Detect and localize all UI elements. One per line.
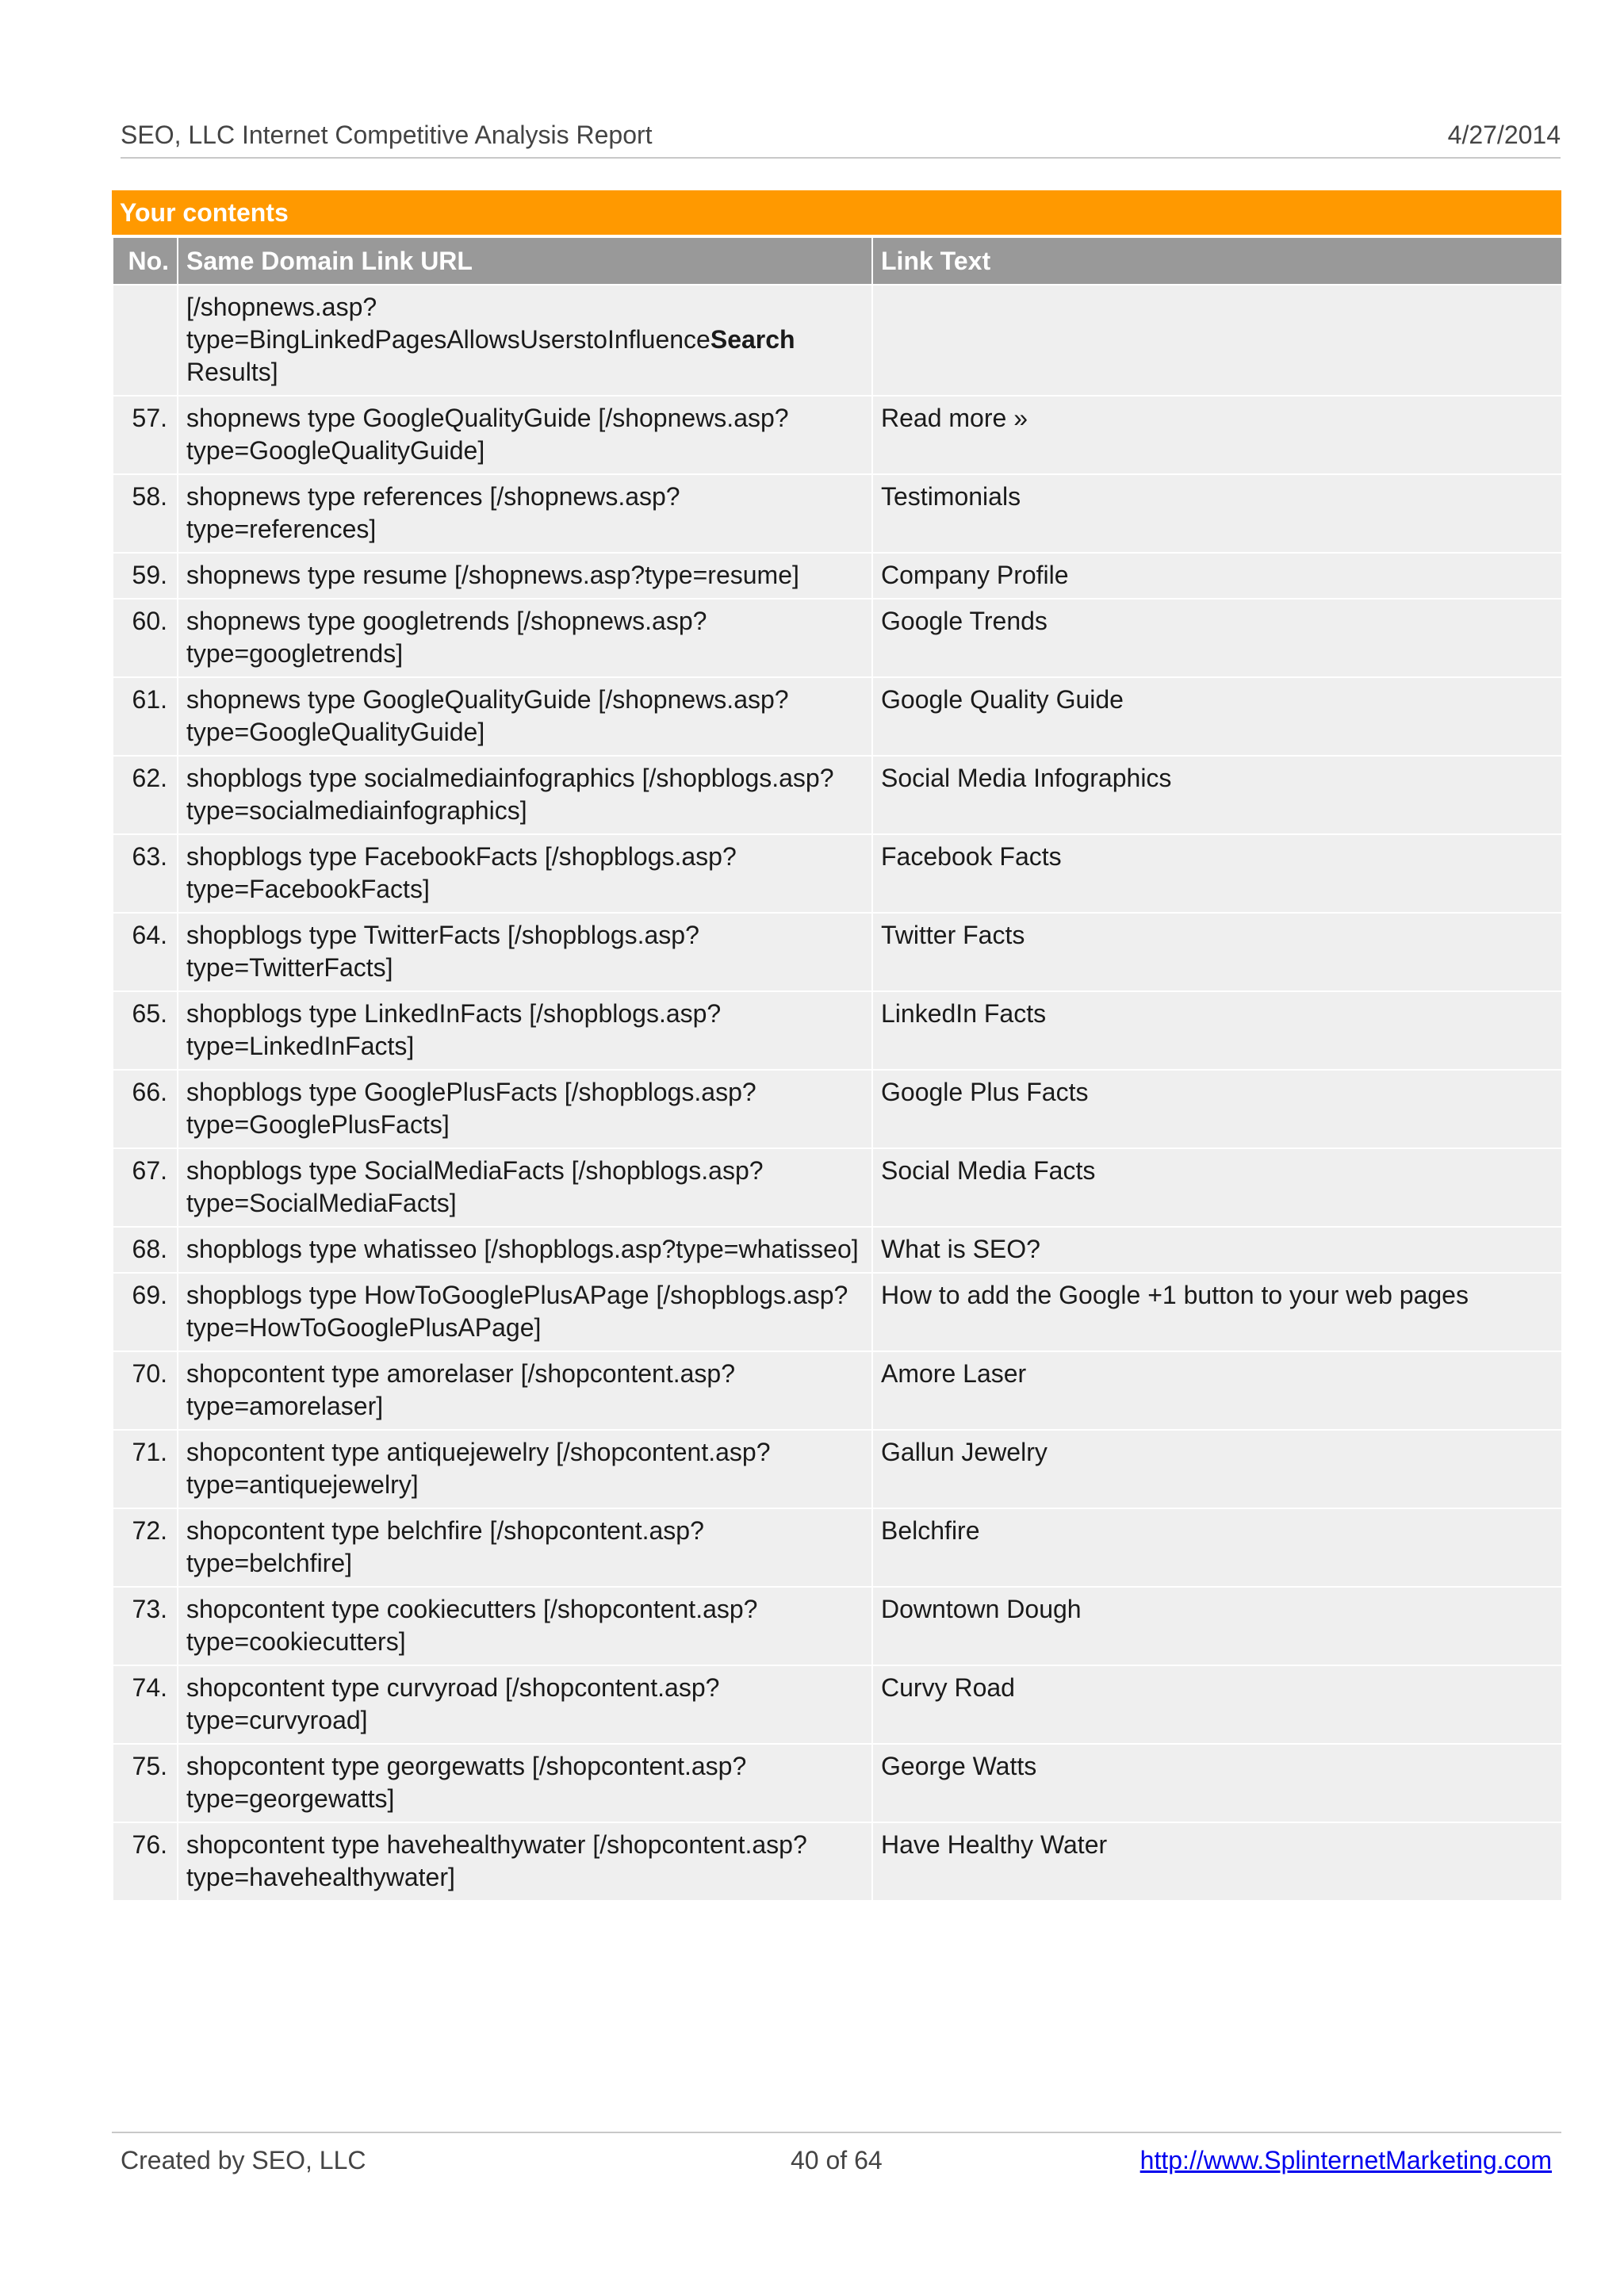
- column-header-link-text: Link Text: [872, 237, 1562, 285]
- table-header-row: [113, 237, 1562, 285]
- row-url-bold: Search: [710, 325, 795, 354]
- row-link-text: How to add the Google +1 button to your web pages: [872, 1273, 1562, 1351]
- row-link-text: Curvy Road: [872, 1665, 1562, 1744]
- row-link-text: Google Quality Guide: [872, 677, 1562, 756]
- row-number: 74.: [113, 1665, 178, 1744]
- row-number: 58.: [113, 474, 178, 553]
- row-url: shopcontent type antiquejewelry [/shopcontent.asp?type=antiquejewelry]: [178, 1430, 872, 1508]
- table-row: [113, 1508, 1562, 1587]
- table-row: [113, 599, 1562, 677]
- table-row: [113, 1744, 1562, 1822]
- table-row: [113, 1148, 1562, 1227]
- row-link-text: Downtown Dough: [872, 1587, 1562, 1665]
- row-url-part: Results]: [186, 358, 278, 386]
- row-link-text: Twitter Facts: [872, 913, 1562, 991]
- row-url: shopblogs type GooglePlusFacts [/shopblogs.asp?type=GooglePlusFacts]: [178, 1070, 872, 1148]
- row-link-text: Facebook Facts: [872, 834, 1562, 913]
- table-row: [113, 1070, 1562, 1148]
- row-url: shopnews type resume [/shopnews.asp?type=resume]: [178, 553, 872, 599]
- row-link-text: Company Profile: [872, 553, 1562, 599]
- row-url: shopcontent type amorelaser [/shopcontent.asp?type=amorelaser]: [178, 1351, 872, 1430]
- footer-link[interactable]: http://www.SplinternetMarketing.com: [1139, 2146, 1552, 2174]
- page-header: [121, 117, 1561, 159]
- row-url: shopblogs type whatisseo [/shopblogs.asp?type=whatisseo]: [178, 1227, 872, 1273]
- row-url: [178, 285, 872, 396]
- contents-table-section: [112, 190, 1561, 1902]
- table-row: [113, 913, 1562, 991]
- table-row: [113, 474, 1562, 553]
- row-url: shopcontent type georgewatts [/shopcontent.asp?type=georgewatts]: [178, 1744, 872, 1822]
- row-url-part: [/shopnews.asp?type=BingLinkedPagesAllowsUserstoInfluence: [186, 293, 710, 354]
- table-row: [113, 1822, 1562, 1901]
- row-link-text: Gallun Jewelry: [872, 1430, 1562, 1508]
- table-row: [113, 1227, 1562, 1273]
- table-row: [113, 756, 1562, 834]
- row-number: 62.: [113, 756, 178, 834]
- table-row: [113, 1430, 1562, 1508]
- row-url: shopblogs type socialmediainfographics [/shopblogs.asp?type=socialmediainfographics]: [178, 756, 872, 834]
- table-row: [113, 677, 1562, 756]
- row-url: shopnews type GoogleQualityGuide [/shopnews.asp?type=GoogleQualityGuide]: [178, 677, 872, 756]
- row-url: shopcontent type curvyroad [/shopcontent.asp?type=curvyroad]: [178, 1665, 872, 1744]
- row-link-text: Social Media Infographics: [872, 756, 1562, 834]
- row-link-text: Testimonials: [872, 474, 1562, 553]
- column-header-url: Same Domain Link URL: [178, 237, 872, 285]
- same-domain-links-table: [112, 236, 1563, 1902]
- table-row: [113, 396, 1562, 474]
- row-number: 65.: [113, 991, 178, 1070]
- row-link-text: Social Media Facts: [872, 1148, 1562, 1227]
- row-url: shopnews type GoogleQualityGuide [/shopnews.asp?type=GoogleQualityGuide]: [178, 396, 872, 474]
- row-link-text: Belchfire: [872, 1508, 1562, 1587]
- row-url: shopblogs type TwitterFacts [/shopblogs.asp?type=TwitterFacts]: [178, 913, 872, 991]
- row-number: 57.: [113, 396, 178, 474]
- row-number: [113, 285, 178, 396]
- row-number: 70.: [113, 1351, 178, 1430]
- table-row: [113, 553, 1562, 599]
- row-number: 69.: [113, 1273, 178, 1351]
- row-number: 72.: [113, 1508, 178, 1587]
- row-number: 71.: [113, 1430, 178, 1508]
- table-row: [113, 991, 1562, 1070]
- row-link-text: What is SEO?: [872, 1227, 1562, 1273]
- footer-page-number: 40 of 64: [791, 2146, 883, 2174]
- table-row: [113, 1273, 1562, 1351]
- column-header-no: No.: [113, 237, 178, 285]
- row-number: 63.: [113, 834, 178, 913]
- page-footer: [112, 2132, 1561, 2181]
- row-link-text: Have Healthy Water: [872, 1822, 1562, 1901]
- row-number: 66.: [113, 1070, 178, 1148]
- row-url: shopcontent type belchfire [/shopcontent.asp?type=belchfire]: [178, 1508, 872, 1587]
- table-row: [113, 1587, 1562, 1665]
- row-url: shopnews type references [/shopnews.asp?type=references]: [178, 474, 872, 553]
- row-number: 68.: [113, 1227, 178, 1273]
- table-row: [113, 1665, 1562, 1744]
- row-number: 59.: [113, 553, 178, 599]
- row-url: shopblogs type HowToGooglePlusAPage [/shopblogs.asp?type=HowToGooglePlusAPage]: [178, 1273, 872, 1351]
- table-row: [113, 834, 1562, 913]
- row-link-text: Amore Laser: [872, 1351, 1562, 1430]
- row-number: 60.: [113, 599, 178, 677]
- row-number: 61.: [113, 677, 178, 756]
- report-title: SEO, LLC Internet Competitive Analysis Report: [121, 121, 653, 149]
- row-link-text: [872, 285, 1562, 396]
- report-date: 4/27/2014: [1447, 121, 1561, 149]
- row-link-text: George Watts: [872, 1744, 1562, 1822]
- row-number: 76.: [113, 1822, 178, 1901]
- row-url: shopblogs type LinkedInFacts [/shopblogs.asp?type=LinkedInFacts]: [178, 991, 872, 1070]
- row-url: shopcontent type havehealthywater [/shopcontent.asp?type=havehealthywater]: [178, 1822, 872, 1901]
- footer-created-by: Created by SEO, LLC: [121, 2146, 366, 2174]
- row-number: 64.: [113, 913, 178, 991]
- row-number: 75.: [113, 1744, 178, 1822]
- row-number: 73.: [113, 1587, 178, 1665]
- section-title: Your contents: [112, 190, 1561, 236]
- row-url: shopnews type googletrends [/shopnews.asp?type=googletrends]: [178, 599, 872, 677]
- row-link-text: Google Plus Facts: [872, 1070, 1562, 1148]
- table-row: [113, 1351, 1562, 1430]
- table-row: [113, 285, 1562, 396]
- row-url: shopblogs type SocialMediaFacts [/shopblogs.asp?type=SocialMediaFacts]: [178, 1148, 872, 1227]
- row-url: shopblogs type FacebookFacts [/shopblogs.asp?type=FacebookFacts]: [178, 834, 872, 913]
- row-link-text: LinkedIn Facts: [872, 991, 1562, 1070]
- row-number: 67.: [113, 1148, 178, 1227]
- row-link-text: Google Trends: [872, 599, 1562, 677]
- row-url: shopcontent type cookiecutters [/shopcontent.asp?type=cookiecutters]: [178, 1587, 872, 1665]
- row-link-text: Read more »: [872, 396, 1562, 474]
